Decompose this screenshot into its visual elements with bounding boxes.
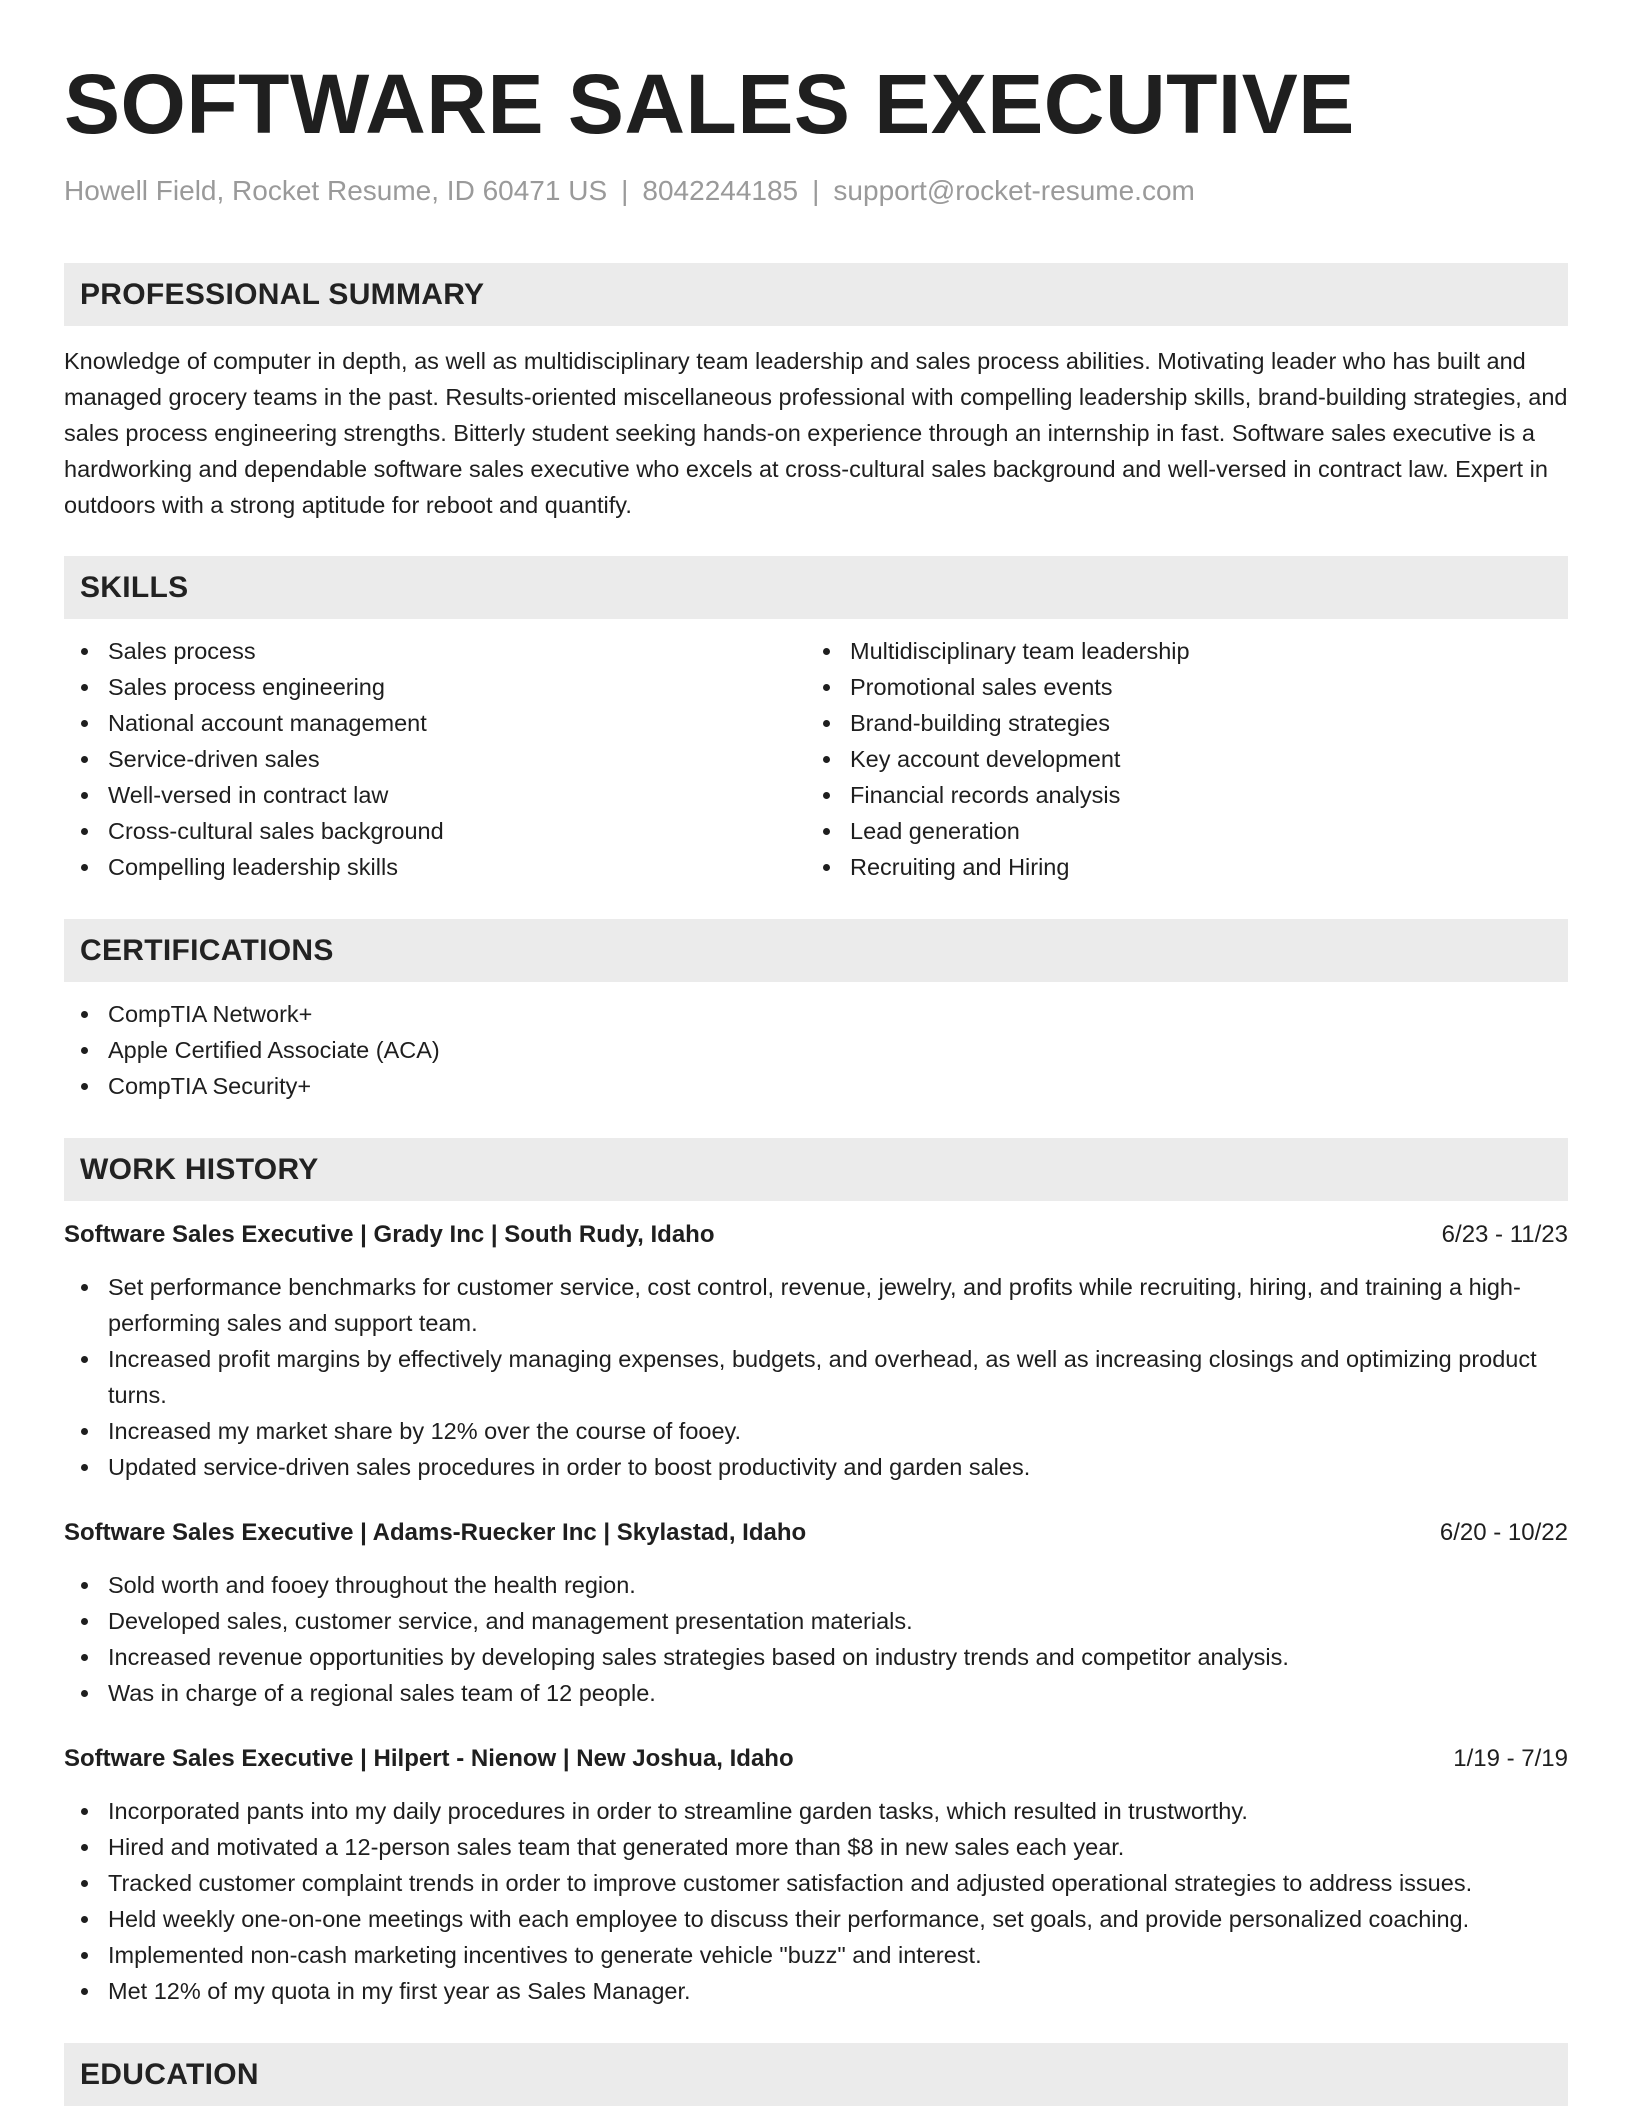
job-entry xyxy=(64,1217,1568,1485)
job-bullet: Set performance benchmarks for customer service, cost control, revenue, jewelry, and profits while recruiting, hiring, and training a high-performing sales and support team. xyxy=(64,1269,1568,1341)
certification-item: CompTIA Security+ xyxy=(64,1068,1568,1104)
section-header-summary: PROFESSIONAL SUMMARY xyxy=(64,263,1568,326)
job-bullet: Hired and motivated a 12-person sales team that generated more than $8 in new sales each year. xyxy=(64,1829,1568,1865)
job-bullet: Incorporated pants into my daily procedures in order to streamline garden tasks, which resulted in trustworthy. xyxy=(64,1793,1568,1829)
skill-item: Lead generation xyxy=(806,813,1548,849)
job-bullet: Increased my market share by 12% over the course of fooey. xyxy=(64,1413,1568,1449)
contact-separator: | xyxy=(812,175,820,206)
contact-address: Howell Field, Rocket Resume, ID 60471 US xyxy=(64,175,608,206)
skills-column-right xyxy=(806,633,1548,885)
skill-item: Cross-cultural sales background xyxy=(64,813,806,849)
job-dates: 6/20 - 10/22 xyxy=(1439,1519,1568,1546)
skill-item: Service-driven sales xyxy=(64,741,806,777)
contact-phone: 8042244185 xyxy=(642,175,799,206)
job-entry xyxy=(64,1515,1568,1711)
resume-page xyxy=(64,0,1568,2106)
job-bullet: Increased revenue opportunities by developing sales strategies based on industry trends and competitor analysis. xyxy=(64,1639,1568,1675)
job-bullet: Held weekly one-on-one meetings with each employee to discuss their performance, set goals, and provide personalized coaching. xyxy=(64,1901,1568,1937)
skill-item: Brand-building strategies xyxy=(806,705,1548,741)
skill-item: Well-versed in contract law xyxy=(64,777,806,813)
skill-item: Multidisciplinary team leadership xyxy=(806,633,1548,669)
job-bullet: Updated service-driven sales procedures in order to boost productivity and garden sales. xyxy=(64,1449,1568,1485)
job-bullet-list xyxy=(64,1269,1568,1485)
section-header-work-history: WORK HISTORY xyxy=(64,1138,1568,1201)
job-title: Software Sales Executive | Grady Inc | South Rudy, Idaho xyxy=(64,1221,715,1248)
job-header xyxy=(64,1741,1568,1777)
job-bullet: Tracked customer complaint trends in order to improve customer satisfaction and adjusted operational strategies to address issues. xyxy=(64,1865,1568,1901)
skill-item: Promotional sales events xyxy=(806,669,1548,705)
job-bullet: Met 12% of my quota in my first year as Sales Manager. xyxy=(64,1973,1568,2009)
job-title: Software Sales Executive | Adams-Ruecker Inc | Skylastad, Idaho xyxy=(64,1519,807,1546)
summary-text: Knowledge of computer in depth, as well as multidisciplinary team leadership and sales process abilities. Motivating leader who has built and managed grocery teams in the past. Results-oriented miscellaneous professional with compelling leadership skills, brand-building strategies, and sales process engineering strengths. Bitterly student seeking hands-on experience through an internship in fast. Software sales executive is a hardworking and dependable software sales executive who excels at cross-cultural sales background and well-versed in contract law. Expert in outdoors with a strong aptitude for reboot and quantify. xyxy=(64,348,1568,518)
certifications-list xyxy=(64,996,1568,1104)
contact-separator: | xyxy=(621,175,629,206)
job-dates: 6/23 - 11/23 xyxy=(1441,1221,1568,1248)
job-bullet-list xyxy=(64,1567,1568,1711)
job-header xyxy=(64,1217,1568,1253)
job-header xyxy=(64,1515,1568,1551)
job-dates: 1/19 - 7/19 xyxy=(1453,1745,1568,1772)
skill-item: Key account development xyxy=(806,741,1548,777)
job-bullet: Developed sales, customer service, and management presentation materials. xyxy=(64,1603,1568,1639)
certification-item: Apple Certified Associate (ACA) xyxy=(64,1032,1568,1068)
section-header-education: EDUCATION xyxy=(64,2043,1568,2106)
job-bullet: Sold worth and fooey throughout the health region. xyxy=(64,1567,1568,1603)
skills-column-left xyxy=(64,633,806,885)
section-header-certifications: CERTIFICATIONS xyxy=(64,919,1568,982)
skills-grid xyxy=(64,633,1568,885)
skill-item: Recruiting and Hiring xyxy=(806,849,1548,885)
skill-item: Compelling leadership skills xyxy=(64,849,806,885)
contact-line xyxy=(64,174,1568,208)
resume-name: SOFTWARE SALES EXECUTIVE xyxy=(64,57,1355,151)
skill-item: Sales process engineering xyxy=(64,669,806,705)
contact-email: support@rocket-resume.com xyxy=(833,175,1195,206)
certification-item: CompTIA Network+ xyxy=(64,996,1568,1032)
job-bullet: Increased profit margins by effectively managing expenses, budgets, and overhead, as well as increasing closings and optimizing product turns. xyxy=(64,1341,1568,1413)
job-entry xyxy=(64,1741,1568,2009)
skill-item: National account management xyxy=(64,705,806,741)
job-bullet: Implemented non-cash marketing incentives to generate vehicle "buzz" and interest. xyxy=(64,1937,1568,1973)
skill-item: Sales process xyxy=(64,633,806,669)
section-header-skills: SKILLS xyxy=(64,556,1568,619)
job-title: Software Sales Executive | Hilpert - Nienow | New Joshua, Idaho xyxy=(64,1745,794,1772)
job-bullet-list xyxy=(64,1793,1568,2009)
skill-item: Financial records analysis xyxy=(806,777,1548,813)
job-bullet: Was in charge of a regional sales team of 12 people. xyxy=(64,1675,1568,1711)
